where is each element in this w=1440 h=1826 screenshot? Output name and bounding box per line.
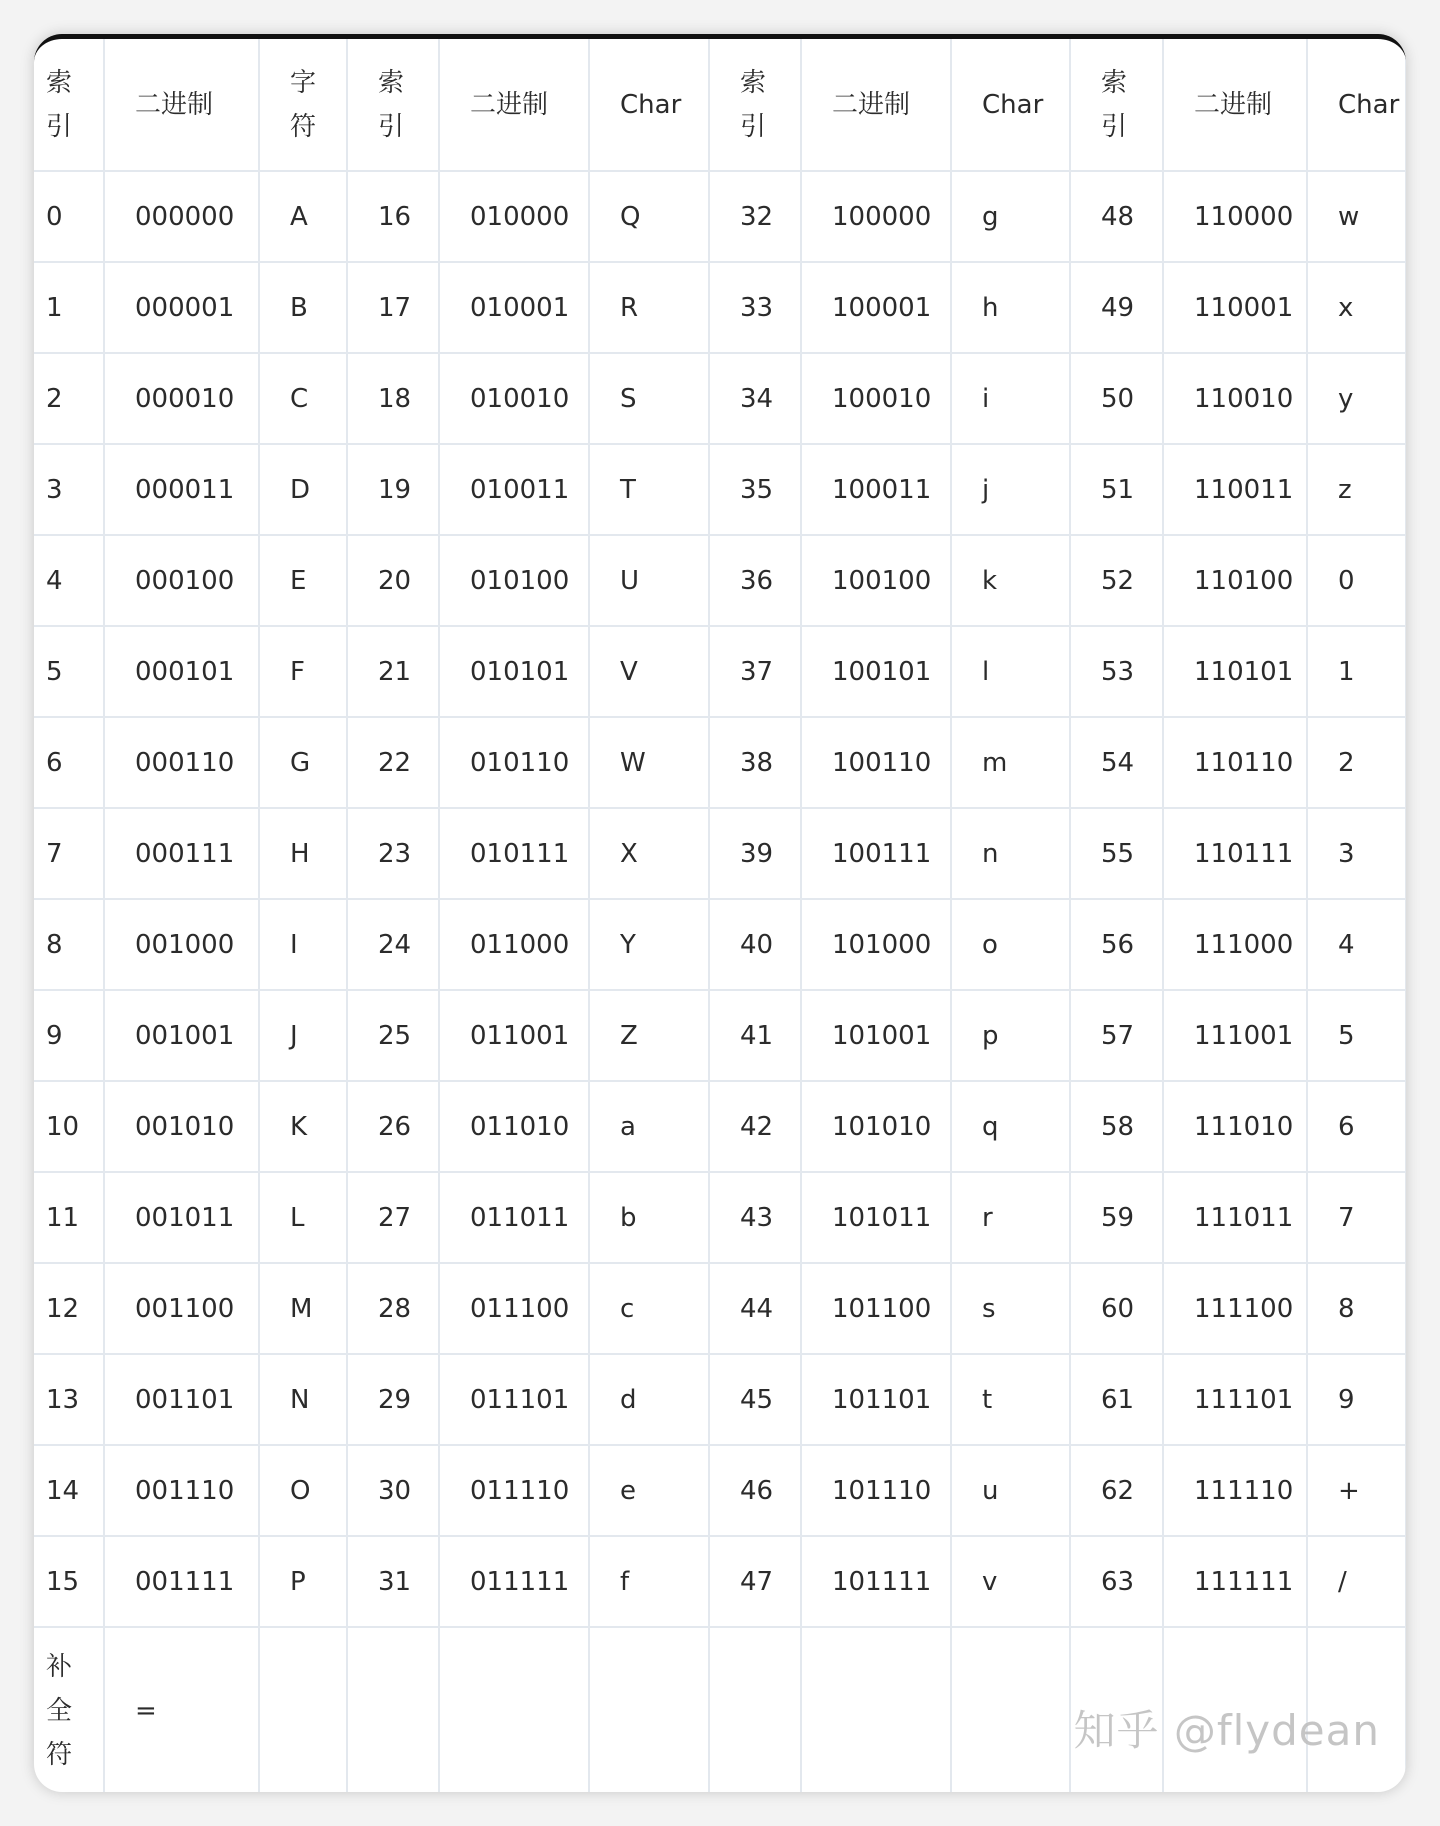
cell-char: q	[951, 1081, 1070, 1172]
cell-binary: 001010	[104, 1081, 259, 1172]
cell-binary: 111100	[1163, 1263, 1307, 1354]
cell-char: 3	[1307, 808, 1406, 899]
cell-index: 7	[34, 808, 104, 899]
header-row	[34, 39, 1406, 171]
cell-char: l	[951, 626, 1070, 717]
header-label: 索引	[1101, 67, 1128, 142]
cell-char: j	[951, 444, 1070, 535]
cell-char: u	[951, 1445, 1070, 1536]
empty-cell	[709, 1627, 801, 1792]
cell-index: 5	[34, 626, 104, 717]
cell-index: 60	[1070, 1263, 1163, 1354]
empty-cell	[259, 1627, 347, 1792]
cell-index: 10	[34, 1081, 104, 1172]
cell-index: 46	[709, 1445, 801, 1536]
cell-index: 31	[347, 1536, 439, 1627]
cell-char: Z	[589, 990, 709, 1081]
cell-index: 56	[1070, 899, 1163, 990]
cell-binary: 011011	[439, 1172, 589, 1263]
cell-index: 25	[347, 990, 439, 1081]
header-label: 二进制	[1194, 89, 1273, 120]
header-cell-index	[34, 39, 104, 171]
cell-binary: 100100	[801, 535, 951, 626]
cell-char: 1	[1307, 626, 1406, 717]
cell-index: 27	[347, 1172, 439, 1263]
table-row	[34, 1536, 1406, 1627]
cell-index: 34	[709, 353, 801, 444]
cell-index: 32	[709, 171, 801, 262]
base64-index-table	[34, 39, 1406, 1792]
cell-char: P	[259, 1536, 347, 1627]
cell-char: C	[259, 353, 347, 444]
cell-char: k	[951, 535, 1070, 626]
header-cell-char	[1307, 39, 1406, 171]
cell-index: 45	[709, 1354, 801, 1445]
cell-index: 14	[34, 1445, 104, 1536]
cell-binary: 100011	[801, 444, 951, 535]
cell-binary: 001100	[104, 1263, 259, 1354]
table-row	[34, 899, 1406, 990]
header-cell-binary	[439, 39, 589, 171]
cell-binary: 010001	[439, 262, 589, 353]
table-row	[34, 1263, 1406, 1354]
cell-char: r	[951, 1172, 1070, 1263]
cell-index: 19	[347, 444, 439, 535]
cell-char: /	[1307, 1536, 1406, 1627]
cell-binary: 011100	[439, 1263, 589, 1354]
cell-binary: 001000	[104, 899, 259, 990]
cell-binary: 101011	[801, 1172, 951, 1263]
header-label: 索引	[378, 67, 405, 142]
header-cell-char	[589, 39, 709, 171]
watermark: 知乎 @flydean	[1073, 1706, 1380, 1755]
empty-cell	[589, 1627, 709, 1792]
header-cell-binary	[1163, 39, 1307, 171]
cell-char: v	[951, 1536, 1070, 1627]
cell-char: a	[589, 1081, 709, 1172]
cell-char: J	[259, 990, 347, 1081]
cell-char: 4	[1307, 899, 1406, 990]
cell-index: 57	[1070, 990, 1163, 1081]
cell-char: U	[589, 535, 709, 626]
cell-char: +	[1307, 1445, 1406, 1536]
cell-index: 28	[347, 1263, 439, 1354]
cell-index: 16	[347, 171, 439, 262]
cell-binary: 000001	[104, 262, 259, 353]
cell-binary: 100101	[801, 626, 951, 717]
cell-binary: 110010	[1163, 353, 1307, 444]
cell-index: 33	[709, 262, 801, 353]
header-label: Char	[982, 89, 1044, 120]
cell-char: V	[589, 626, 709, 717]
padding-value-cell: =	[104, 1627, 259, 1792]
cell-index: 41	[709, 990, 801, 1081]
cell-binary: 101010	[801, 1081, 951, 1172]
cell-char: m	[951, 717, 1070, 808]
cell-char: I	[259, 899, 347, 990]
empty-cell	[439, 1627, 589, 1792]
cell-char: z	[1307, 444, 1406, 535]
cell-index: 35	[709, 444, 801, 535]
cell-char: N	[259, 1354, 347, 1445]
cell-binary: 111010	[1163, 1081, 1307, 1172]
header-label: 二进制	[135, 89, 214, 120]
cell-index: 47	[709, 1536, 801, 1627]
cell-binary: 000011	[104, 444, 259, 535]
cell-char: 8	[1307, 1263, 1406, 1354]
table-row	[34, 171, 1406, 262]
cell-char: X	[589, 808, 709, 899]
cell-binary: 011101	[439, 1354, 589, 1445]
cell-binary: 001011	[104, 1172, 259, 1263]
cell-binary: 111001	[1163, 990, 1307, 1081]
cell-index: 22	[347, 717, 439, 808]
cell-char: T	[589, 444, 709, 535]
cell-char: n	[951, 808, 1070, 899]
cell-binary: 100000	[801, 171, 951, 262]
cell-binary: 010110	[439, 717, 589, 808]
cell-binary: 110110	[1163, 717, 1307, 808]
cell-index: 1	[34, 262, 104, 353]
cell-char: i	[951, 353, 1070, 444]
cell-binary: 010011	[439, 444, 589, 535]
empty-cell	[347, 1627, 439, 1792]
cell-index: 38	[709, 717, 801, 808]
cell-binary: 110101	[1163, 626, 1307, 717]
cell-char: f	[589, 1536, 709, 1627]
cell-binary: 000010	[104, 353, 259, 444]
table-row	[34, 262, 1406, 353]
table-row	[34, 717, 1406, 808]
table-row	[34, 1445, 1406, 1536]
cell-binary: 011010	[439, 1081, 589, 1172]
cell-index: 63	[1070, 1536, 1163, 1627]
empty-cell	[951, 1627, 1070, 1792]
cell-binary: 001111	[104, 1536, 259, 1627]
cell-binary: 111110	[1163, 1445, 1307, 1536]
header-cell-index	[1070, 39, 1163, 171]
cell-index: 0	[34, 171, 104, 262]
cell-char: h	[951, 262, 1070, 353]
cell-char: W	[589, 717, 709, 808]
cell-char: E	[259, 535, 347, 626]
cell-binary: 000100	[104, 535, 259, 626]
cell-binary: 101000	[801, 899, 951, 990]
cell-binary: 011110	[439, 1445, 589, 1536]
cell-index: 61	[1070, 1354, 1163, 1445]
cell-binary: 101111	[801, 1536, 951, 1627]
table-card	[34, 34, 1406, 1792]
cell-index: 43	[709, 1172, 801, 1263]
table-row	[34, 1354, 1406, 1445]
header-cell-char	[951, 39, 1070, 171]
header-cell-binary	[104, 39, 259, 171]
cell-binary: 101101	[801, 1354, 951, 1445]
cell-binary: 000111	[104, 808, 259, 899]
cell-char: e	[589, 1445, 709, 1536]
cell-char: d	[589, 1354, 709, 1445]
cell-binary: 001101	[104, 1354, 259, 1445]
cell-index: 20	[347, 535, 439, 626]
cell-binary: 000000	[104, 171, 259, 262]
cell-binary: 100001	[801, 262, 951, 353]
cell-index: 17	[347, 262, 439, 353]
cell-index: 50	[1070, 353, 1163, 444]
cell-index: 6	[34, 717, 104, 808]
cell-index: 24	[347, 899, 439, 990]
header-cell-char	[259, 39, 347, 171]
cell-binary: 110011	[1163, 444, 1307, 535]
cell-index: 4	[34, 535, 104, 626]
cell-binary: 000110	[104, 717, 259, 808]
cell-index: 2	[34, 353, 104, 444]
cell-index: 39	[709, 808, 801, 899]
cell-index: 26	[347, 1081, 439, 1172]
cell-index: 30	[347, 1445, 439, 1536]
header-label: Char	[620, 89, 682, 120]
header-cell-index	[347, 39, 439, 171]
table-row	[34, 808, 1406, 899]
cell-char: y	[1307, 353, 1406, 444]
cell-binary: 010101	[439, 626, 589, 717]
cell-binary: 010100	[439, 535, 589, 626]
cell-binary: 101100	[801, 1263, 951, 1354]
cell-index: 55	[1070, 808, 1163, 899]
cell-binary: 111111	[1163, 1536, 1307, 1627]
cell-index: 3	[34, 444, 104, 535]
cell-binary: 001001	[104, 990, 259, 1081]
table-row	[34, 444, 1406, 535]
cell-index: 49	[1070, 262, 1163, 353]
cell-index: 23	[347, 808, 439, 899]
cell-index: 36	[709, 535, 801, 626]
cell-char: K	[259, 1081, 347, 1172]
cell-index: 40	[709, 899, 801, 990]
cell-binary: 011111	[439, 1536, 589, 1627]
cell-index: 59	[1070, 1172, 1163, 1263]
cell-char: H	[259, 808, 347, 899]
cell-index: 12	[34, 1263, 104, 1354]
table-row	[34, 535, 1406, 626]
header-label: 索引	[740, 67, 767, 142]
cell-char: B	[259, 262, 347, 353]
table-row	[34, 990, 1406, 1081]
cell-binary: 111101	[1163, 1354, 1307, 1445]
cell-char: M	[259, 1263, 347, 1354]
cell-char: 7	[1307, 1172, 1406, 1263]
cell-char: A	[259, 171, 347, 262]
cell-char: c	[589, 1263, 709, 1354]
cell-index: 42	[709, 1081, 801, 1172]
table-row	[34, 1081, 1406, 1172]
cell-binary: 101001	[801, 990, 951, 1081]
header-cell-binary	[801, 39, 951, 171]
table-row	[34, 1172, 1406, 1263]
cell-index: 21	[347, 626, 439, 717]
header-label: Char	[1338, 89, 1400, 120]
cell-char: w	[1307, 171, 1406, 262]
cell-char: s	[951, 1263, 1070, 1354]
cell-index: 52	[1070, 535, 1163, 626]
cell-char: S	[589, 353, 709, 444]
cell-char: t	[951, 1354, 1070, 1445]
table-row	[34, 626, 1406, 717]
cell-char: p	[951, 990, 1070, 1081]
cell-char: 5	[1307, 990, 1406, 1081]
cell-char: 0	[1307, 535, 1406, 626]
cell-char: 6	[1307, 1081, 1406, 1172]
cell-char: R	[589, 262, 709, 353]
cell-binary: 100110	[801, 717, 951, 808]
cell-index: 9	[34, 990, 104, 1081]
cell-index: 53	[1070, 626, 1163, 717]
empty-cell	[801, 1627, 951, 1792]
cell-char: b	[589, 1172, 709, 1263]
cell-char: 2	[1307, 717, 1406, 808]
cell-index: 62	[1070, 1445, 1163, 1536]
cell-index: 29	[347, 1354, 439, 1445]
cell-char: x	[1307, 262, 1406, 353]
cell-binary: 110000	[1163, 171, 1307, 262]
cell-binary: 100111	[801, 808, 951, 899]
cell-binary: 100010	[801, 353, 951, 444]
cell-index: 48	[1070, 171, 1163, 262]
header-label: 索引	[46, 67, 73, 142]
cell-char: Q	[589, 171, 709, 262]
cell-index: 51	[1070, 444, 1163, 535]
cell-binary: 110111	[1163, 808, 1307, 899]
cell-index: 15	[34, 1536, 104, 1627]
cell-index: 54	[1070, 717, 1163, 808]
cell-char: F	[259, 626, 347, 717]
cell-binary: 000101	[104, 626, 259, 717]
cell-binary: 011001	[439, 990, 589, 1081]
cell-binary: 101110	[801, 1445, 951, 1536]
cell-char: o	[951, 899, 1070, 990]
cell-binary: 110100	[1163, 535, 1307, 626]
cell-char: g	[951, 171, 1070, 262]
cell-binary: 110001	[1163, 262, 1307, 353]
padding-label: 补全符	[46, 1652, 73, 1770]
header-cell-index	[709, 39, 801, 171]
cell-binary: 010010	[439, 353, 589, 444]
cell-char: G	[259, 717, 347, 808]
cell-binary: 010111	[439, 808, 589, 899]
header-label: 二进制	[470, 89, 549, 120]
padding-label-cell	[34, 1627, 104, 1792]
cell-char: L	[259, 1172, 347, 1263]
cell-binary: 010000	[439, 171, 589, 262]
cell-binary: 011000	[439, 899, 589, 990]
cell-index: 11	[34, 1172, 104, 1263]
cell-index: 37	[709, 626, 801, 717]
table-row	[34, 353, 1406, 444]
cell-binary: 001110	[104, 1445, 259, 1536]
cell-index: 8	[34, 899, 104, 990]
cell-index: 18	[347, 353, 439, 444]
cell-binary: 111000	[1163, 899, 1307, 990]
cell-char: 9	[1307, 1354, 1406, 1445]
cell-char: Y	[589, 899, 709, 990]
header-label: 字符	[290, 67, 317, 142]
cell-index: 44	[709, 1263, 801, 1354]
header-label: 二进制	[832, 89, 911, 120]
cell-binary: 111011	[1163, 1172, 1307, 1263]
cell-char: O	[259, 1445, 347, 1536]
cell-char: D	[259, 444, 347, 535]
cell-index: 58	[1070, 1081, 1163, 1172]
cell-index: 13	[34, 1354, 104, 1445]
